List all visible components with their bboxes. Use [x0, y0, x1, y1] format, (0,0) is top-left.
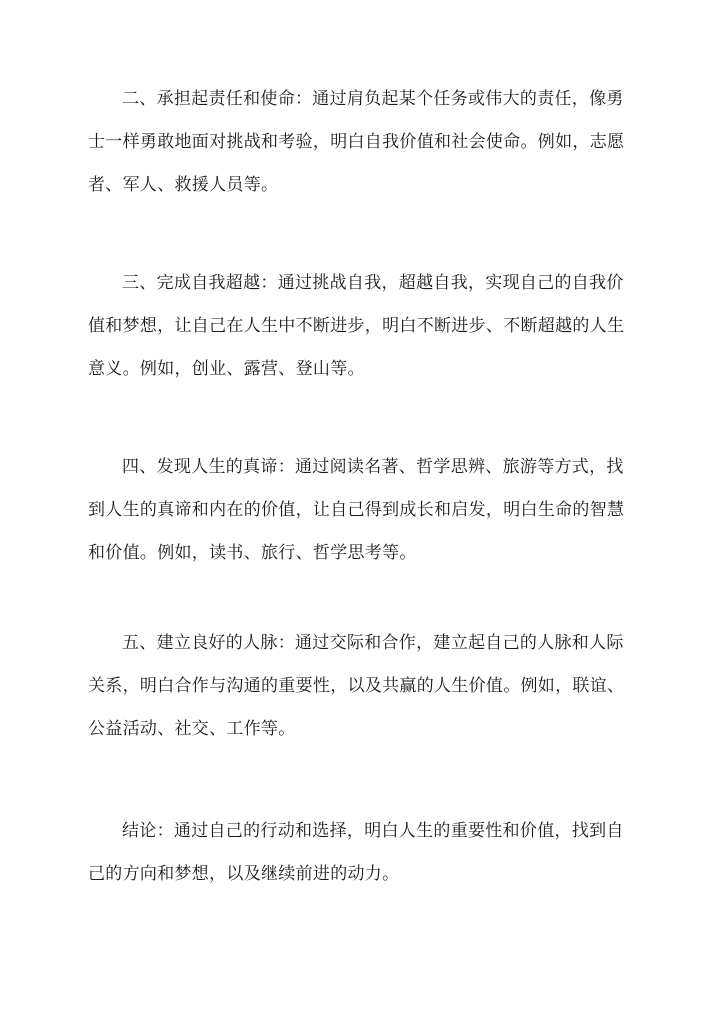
paragraph-self-transcendence: 三、完成自我超越：通过挑战自我，超越自我，实现自己的自我价值和梦想，让自己在人生中不断进步，明白不断进步、不断超越的人生意义。例如，创业、露营、登山等。 — [88, 273, 625, 379]
paragraph-conclusion: 结论：通过自己的行动和选择，明白人生的重要性和价值，找到自己的方向和梦想，以及继续前进的动力。 — [88, 821, 624, 884]
paragraph-relationships: 五、建立良好的人脉：通过交际和合作，建立起自己的人脉和人际关系，明白合作与沟通的重要性，以及共赢的人生价值。例如，联谊、公益活动、社交、工作等。 — [88, 633, 625, 739]
paragraph-truth-of-life: 四、发现人生的真谛：通过阅读名著、哲学思辨、旅游等方式，找到人生的真谛和内在的价值，让自己得到成长和启发，明白生命的智慧和价值。例如，读书、旅行、哲学思考等。 — [88, 457, 625, 563]
paragraph-responsibility: 二、承担起责任和使命：通过肩负起某个任务或伟大的责任，像勇士一样勇敢地面对挑战和考验，明白自我价值和社会使命。例如，志愿者、军人、救援人员等。 — [88, 89, 625, 195]
